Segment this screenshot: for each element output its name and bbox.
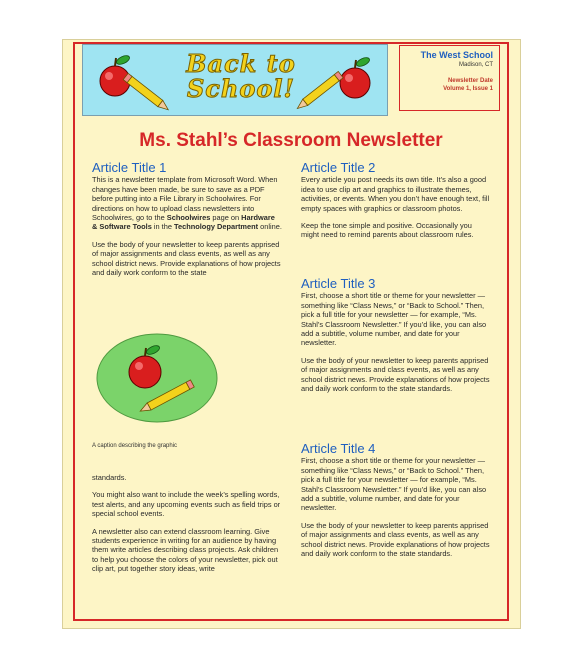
article-3-paragraph-1: First, choose a short title or theme for your newsletter — something like “Class News,” or “Back to School.” Then, pick a full title for your newsletter — for example, “Ms. Stahl’s Classroom Newsletter.” If you’d like, you can also add a subtitle, volume number, and date for your newsletter. (301, 291, 487, 348)
graphic-caption: A caption describing the graphic (92, 443, 178, 449)
banner-title (171, 51, 311, 101)
article-2-paragraph-2: Keep the tone simple and positive. Occasionally you might need to remind parents about classroom rules. (301, 221, 474, 240)
article-1-paragraph-2: Use the body of your newsletter to keep parents apprised of major assignments and class events, as well as any school district news. Provide explanations of how projects and daily work conform to the state (92, 239, 281, 278)
article-4-paragraph-1: First, choose a short title or theme for your newsletter — something like “Class News,” or “Back to School.” Then, pick a full title for your newsletter — for example, “Ms. Stahl’s Classroom Newsletter.” If you’d like, you can also add a subtitle, volume number, and date for your newsletter. (301, 456, 487, 513)
apple-icon (340, 56, 371, 98)
article-2 (301, 160, 491, 248)
pencil-icon (123, 73, 170, 113)
back-to-school-banner (82, 44, 388, 116)
school-name: The West School (420, 50, 493, 60)
apple-pencil-graphic (95, 332, 219, 424)
article-1-continued (92, 473, 282, 582)
article-3 (301, 276, 491, 401)
article-4-paragraph-2: Use the body of your newsletter to keep parents apprised of major assignments and class events, as well as any school district news. Provide explanations of how projects and daily work conform to the state standards. (301, 520, 490, 559)
article-4 (301, 441, 491, 566)
article-2-paragraph-1: Every article you post needs its own title. It’s also a good idea to use clip art and graphics to illustrate themes, activities, or events. When you don’t have enough text, fill empty spaces with graphics or classroom photos. (301, 175, 490, 213)
banner-title-line1: Back to (186, 49, 296, 78)
newsletter-headline: Ms. Stahl’s Classroom Newsletter (139, 130, 443, 151)
article-2-title: Article Title 2 (301, 160, 376, 175)
article-1-paragraph-3: standards. (92, 473, 127, 482)
article-1-paragraph-1: This is a newsletter template from Microsoft Word. When changes have been made, be sure to save as a PDF before putting into a File Library in Schoolwires. For directions on how to upload class newsletters into Schoolwires, go to the Schoolwires page on Hardware & Software Tools in the Technology Department online. (92, 175, 282, 232)
newsletter-date: Newsletter Date (447, 78, 493, 84)
banner-title-line2: School! (186, 74, 296, 103)
apple-icon (100, 54, 131, 96)
article-3-title: Article Title 3 (301, 276, 376, 291)
article-3-paragraph-2: Use the body of your newsletter to keep parents apprised of major assignments and class events, as well as any school district news. Provide explanations of how projects and daily work conform to the state standards. (301, 355, 490, 394)
article-1-paragraph-4: You might also want to include the week’s spelling words, test alerts, and any upcoming events such as field trips or special school events. (92, 490, 281, 519)
volume-issue: Volume 1, Issue 1 (443, 86, 493, 92)
article-1-top (92, 160, 282, 285)
article-1-title: Article Title 1 (92, 160, 167, 175)
school-info-box (399, 45, 500, 111)
school-location: Madison, CT (458, 62, 493, 68)
article-4-title: Article Title 4 (301, 441, 376, 456)
article-1-paragraph-5: A newsletter also can extend classroom learning. Give students experience in writing for an audience by having them write articles describing class projects. Ask children to help you choose the colors of your newsletter, pick out clip art, put together story ideas, write (92, 526, 279, 574)
